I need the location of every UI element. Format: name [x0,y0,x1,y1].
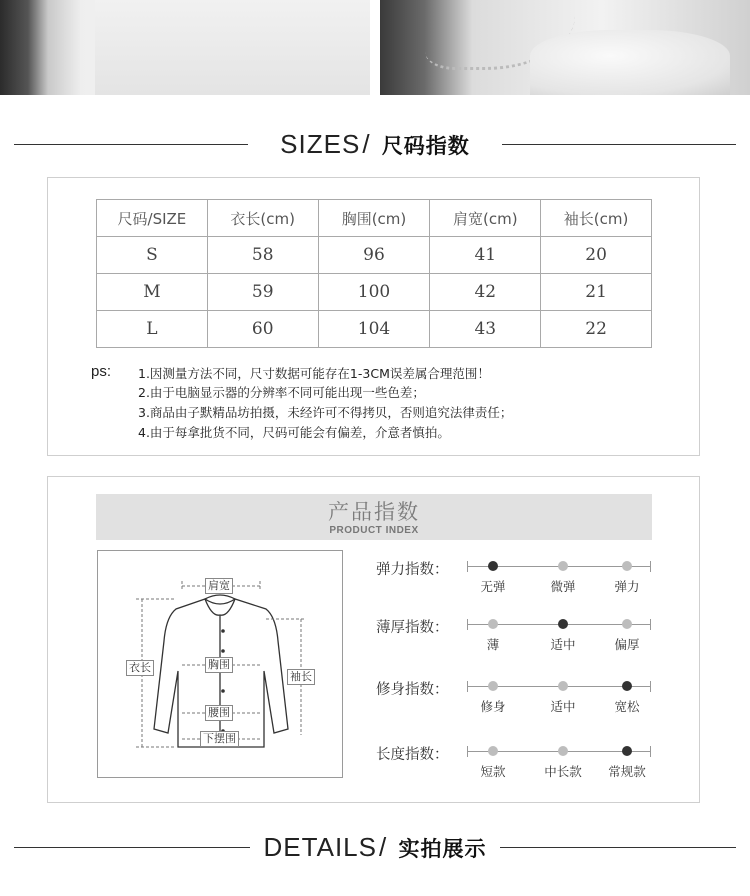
index-scale-row [376,678,666,718]
size-cell: 58 [207,237,318,274]
index-scale-name: 修身指数： [376,682,449,698]
index-scale-option: 适中 [550,699,576,714]
diagram-label-chest: 胸围 [205,657,233,673]
size-cell: 104 [318,311,430,348]
size-header-cell: 衣长(cm) [207,200,318,237]
index-scale-dot [622,561,632,571]
note-line: 1.因测量方法不同，尺寸数据可能存在1-3CM误差属合理范围！ [138,366,490,381]
size-cell: 96 [318,237,430,274]
note-line: 2.由于电脑显示器的分辨率不同可能出现一些色差； [138,385,425,400]
index-scale-dot [488,681,498,691]
sizes-heading-cn: 尺码指数 [381,134,470,158]
size-header-cell: 尺码/SIZE [97,200,208,237]
index-scale-tick [650,681,651,692]
table-row [97,311,652,348]
sizes-heading-en: SIZES [280,129,361,159]
index-scale-dot-selected [622,681,632,691]
index-scale-tick [650,619,651,630]
index-scale-option: 薄 [486,637,500,652]
size-cell: 59 [207,274,318,311]
details-heading-sep: / [378,832,388,862]
diagram-label-hem: 下摆围 [200,731,239,747]
size-cell: 60 [207,311,318,348]
index-scale-dot [558,561,568,571]
size-header-cell: 肩宽(cm) [430,200,541,237]
index-scale-dot [622,619,632,629]
index-scale-tick [467,681,468,692]
sizes-heading [0,125,750,165]
index-scale-dot [488,619,498,629]
details-heading-en: DETAILS [263,832,377,862]
note-line: 3.商品由子默精品坊拍摄，未经许可不得拷贝，否则追究法律责任； [138,405,513,420]
size-table-header [97,200,652,237]
index-scale-option: 常规款 [608,764,646,779]
index-scale-dot-selected [558,619,568,629]
diagram-label-length: 衣长 [126,660,154,676]
index-scale-option: 短款 [480,764,506,779]
size-cell: 42 [430,274,541,311]
index-scale-name: 弹力指数： [376,562,449,578]
size-cell: 100 [318,274,430,311]
size-cell: S [97,237,208,274]
index-scale-row [376,616,666,656]
measurement-diagram [97,550,343,778]
index-scale-option: 弹力 [614,579,640,594]
index-scale-tick [650,746,651,757]
index-scale-option: 偏厚 [614,637,640,652]
index-scale-option: 微弹 [550,579,576,594]
index-scale-dot-selected [622,746,632,756]
size-cell: 20 [541,237,652,274]
index-scale-name: 薄厚指数： [376,620,449,636]
index-scale-row [376,558,666,598]
index-scale-option: 中长款 [544,764,582,779]
diagram-label-shoulder: 肩宽 [205,578,233,594]
size-cell: 21 [541,274,652,311]
index-scale-dot-selected [488,561,498,571]
sizes-heading-sep: / [362,129,371,159]
size-cell: 41 [430,237,541,274]
index-scale-option: 无弹 [480,579,506,594]
size-cell: 22 [541,311,652,348]
index-scale-tick [467,746,468,757]
size-header-cell: 胸围(cm) [318,200,430,237]
index-scale-name: 长度指数： [376,747,449,763]
diagram-label-waist: 腰围 [205,705,233,721]
details-heading-cn: 实拍展示 [398,837,487,861]
size-header-cell: 袖长(cm) [541,200,652,237]
size-table [96,199,652,348]
size-cell: 43 [430,311,541,348]
product-index-banner [96,494,652,540]
index-scale-dot [488,746,498,756]
index-scale-option: 宽松 [614,699,640,714]
details-heading [0,828,750,868]
product-index-title-cn: 产品指数 [328,500,420,524]
index-scale-option: 适中 [550,637,576,652]
index-scale-tick [467,619,468,630]
index-scale-row [376,743,666,783]
product-index-title-en: PRODUCT INDEX [329,525,419,536]
index-scale-tick [650,561,651,572]
product-photo-right [380,0,750,95]
size-cell: M [97,274,208,311]
size-cell: L [97,311,208,348]
table-row [97,274,652,311]
index-scale-dot [558,681,568,691]
index-scale-tick [467,561,468,572]
table-row [97,237,652,274]
notes-ps-label: ps: [91,363,112,380]
index-scale-dot [558,746,568,756]
index-scale-option: 修身 [480,699,506,714]
diagram-label-sleeve: 袖长 [287,669,315,685]
product-photo-left [0,0,370,95]
note-line: 4.由于每拿批货不同，尺码可能会有偏差，介意者慎拍。 [138,425,450,440]
